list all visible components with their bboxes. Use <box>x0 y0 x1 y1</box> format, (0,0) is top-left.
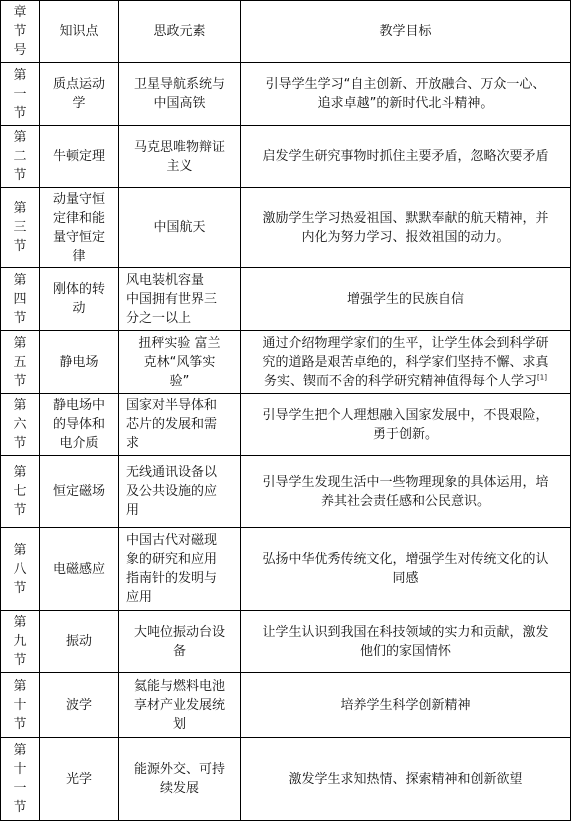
goal-cell: 引导学生学习“自主创新、开放融合、万众一心、 追求卓越”的新时代北斗精神。 <box>241 63 571 126</box>
table-row <box>1 528 571 611</box>
ideology-cell: 中国古代对磁现 象的研究和应用 指南针的发明与 应用 <box>119 528 241 611</box>
section-cell: 第 二 节 <box>1 126 40 188</box>
section-cell: 第 三 节 <box>1 188 40 268</box>
table-row <box>1 673 571 738</box>
knowledge-cell: 刚体的转 动 <box>40 268 119 331</box>
knowledge-cell: 波学 <box>40 673 119 738</box>
goal-cell <box>241 331 571 394</box>
goal-cell: 增强学生的民族自信 <box>241 268 571 331</box>
ideology-cell: 氦能与燃料电池 享材产业发展统 划 <box>119 673 241 738</box>
ideology-cell: 风电装机容量 中国拥有世界三 分之一以上 <box>119 268 241 331</box>
section-cell: 第 十 节 <box>1 673 40 738</box>
knowledge-cell: 恒定磁场 <box>40 456 119 528</box>
header-knowledge: 知识点 <box>40 1 119 63</box>
section-cell: 第 八 节 <box>1 528 40 611</box>
table-row <box>1 331 571 394</box>
citation-ref: [1] <box>537 373 547 382</box>
header-goal: 教学目标 <box>241 1 571 63</box>
section-cell: 第 一 节 <box>1 63 40 126</box>
knowledge-cell: 静电场 <box>40 331 119 394</box>
section-cell: 第 四 节 <box>1 268 40 331</box>
table-row <box>1 63 571 126</box>
knowledge-cell: 静电场中 的导体和 电介质 <box>40 394 119 456</box>
goal-cell: 培养学生科学创新精神 <box>241 673 571 738</box>
table-row <box>1 611 571 673</box>
knowledge-cell: 牛顿定理 <box>40 126 119 188</box>
table-row <box>1 738 571 821</box>
goal-cell: 让学生认识到我国在科技领域的实力和贡献，激发 他们的家国情怀 <box>241 611 571 673</box>
ideology-cell: 扭秤实验 富兰 克林“风筝实 验” <box>119 331 241 394</box>
goal-cell: 启发学生研究事物时抓住主要矛盾，忽略次要矛盾 <box>241 126 571 188</box>
goal-cell: 激励学生学习热爱祖国、默默奉献的航天精神，并 内化为努力学习、报效祖国的动力。 <box>241 188 571 268</box>
table-row <box>1 188 571 268</box>
section-cell: 第 五 节 <box>1 331 40 394</box>
section-cell: 第 六 节 <box>1 394 40 456</box>
header-section: 章 节 号 <box>1 1 40 63</box>
table-body <box>1 1 571 821</box>
section-cell: 第 十 一 节 <box>1 738 40 821</box>
table-header-row <box>1 1 571 63</box>
ideology-cell: 卫星导航系统与 中国高铁 <box>119 63 241 126</box>
table-row <box>1 126 571 188</box>
knowledge-cell: 动量守恒 定律和能 量守恒定 律 <box>40 188 119 268</box>
ideology-cell: 中国航天 <box>119 188 241 268</box>
knowledge-cell: 振动 <box>40 611 119 673</box>
table-row <box>1 456 571 528</box>
ideology-cell: 国家对半导体和 芯片的发展和需 求 <box>119 394 241 456</box>
table-row <box>1 394 571 456</box>
knowledge-cell: 电磁感应 <box>40 528 119 611</box>
goal-text: 通过介绍物理学家们的生平，让学生体会到科学研 究的道路是艰苦卓绝的，科学家们坚持不懈、求真 务实、锲而不舍的科学研究精神值得每个人学习 <box>262 335 549 389</box>
goal-cell: 激发学生求知热情、探索精神和创新欲望 <box>241 738 571 821</box>
section-cell: 第 九 节 <box>1 611 40 673</box>
goal-cell: 引导学生发现生活中一些物理现象的具体运用，培 养其社会责任感和公民意识。 <box>241 456 571 528</box>
ideology-cell: 无线通讯设备以 及公共设施的应 用 <box>119 456 241 528</box>
table-row <box>1 268 571 331</box>
header-ideology: 思政元素 <box>119 1 241 63</box>
goal-cell: 弘扬中华优秀传统文化，增强学生对传统文化的认 同感 <box>241 528 571 611</box>
ideology-cell: 大吨位振动台设 备 <box>119 611 241 673</box>
knowledge-cell: 质点运动 学 <box>40 63 119 126</box>
ideology-cell: 马克思唯物辩证 主义 <box>119 126 241 188</box>
goal-cell: 引导学生把个人理想融入国家发展中，不畏艰险， 勇于创新。 <box>241 394 571 456</box>
ideology-cell: 能源外交、可持 续发展 <box>119 738 241 821</box>
knowledge-cell: 光学 <box>40 738 119 821</box>
section-cell: 第 七 节 <box>1 456 40 528</box>
